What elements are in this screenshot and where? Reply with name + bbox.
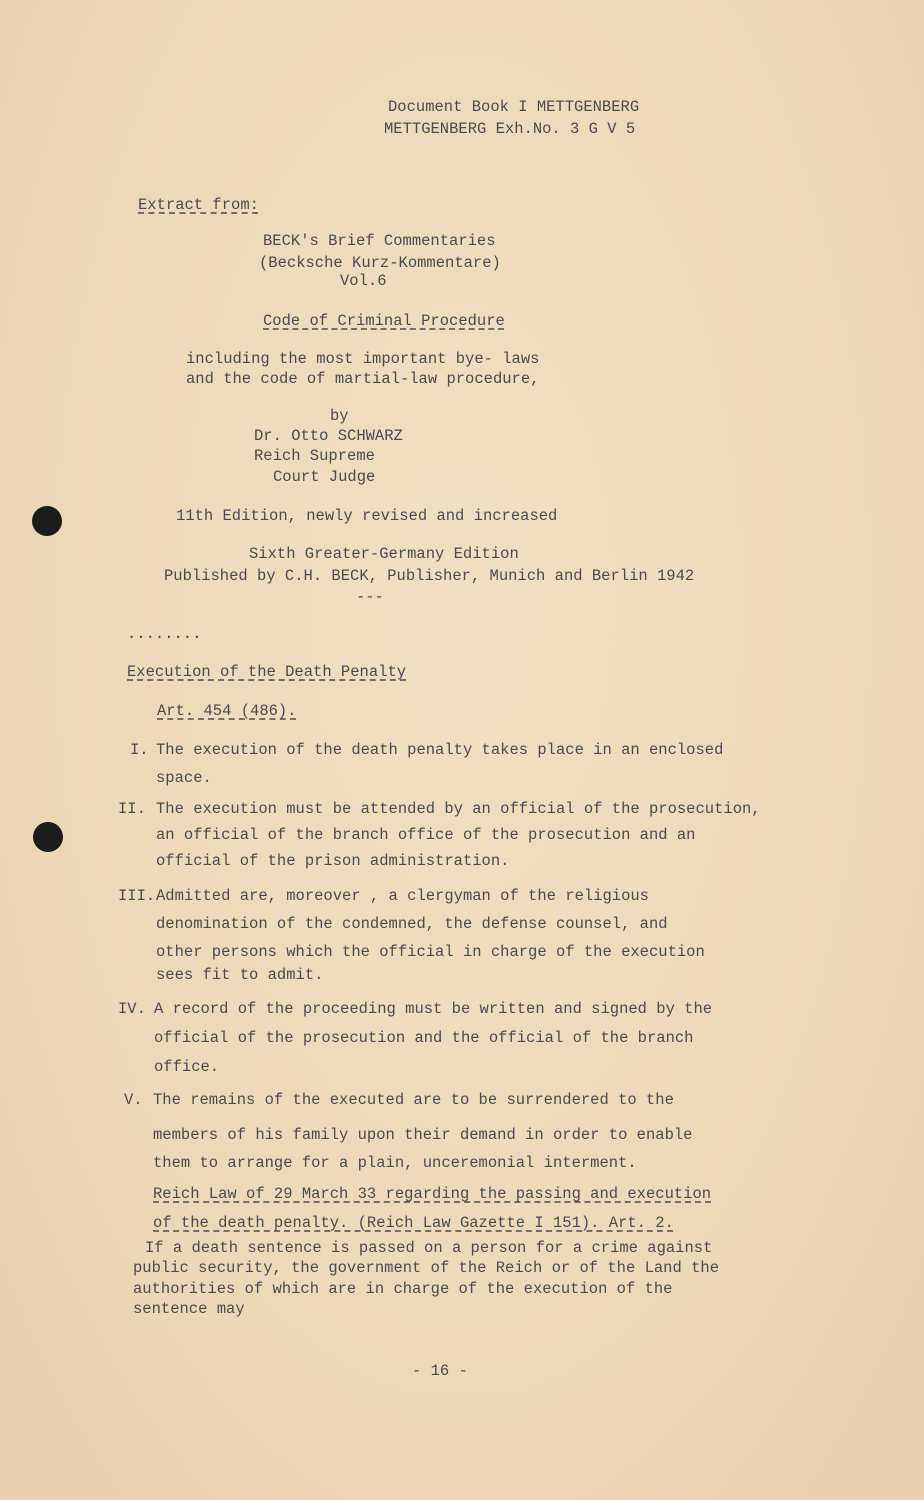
publisher-line: Published by C.H. BECK, Publisher, Munich and Berlin 1942: [164, 567, 695, 585]
volume: Vol.6: [340, 272, 387, 290]
item-line: The execution must be attended by an official of the prosecution,: [156, 800, 761, 818]
author-name: Dr. Otto SCHWARZ: [254, 427, 403, 445]
item-line: official of the prosecution and the official of the branch: [154, 1029, 694, 1047]
book-title-german: (Becksche Kurz-Kommentare): [259, 254, 501, 272]
article-number: Art. 454 (486).: [157, 702, 297, 720]
item-number: III.: [118, 887, 156, 905]
final-paragraph-line: public security, the government of the Reich or of the Land the: [133, 1259, 719, 1277]
page-number: - 16 -: [412, 1362, 468, 1380]
ellipsis-dots: ........: [127, 625, 202, 643]
item-line: sees fit to admit.: [156, 966, 324, 984]
final-paragraph-line: authorities of which are in charge of the execution of the: [133, 1280, 673, 1298]
item-number: II.: [118, 800, 146, 818]
item-line: denomination of the condemned, the defense counsel, and: [156, 915, 668, 933]
item-line: them to arrange for a plain, unceremonial interment.: [153, 1154, 637, 1172]
law-reference-1: Reich Law of 29 March 33 regarding the passing and execution: [153, 1185, 712, 1203]
section-heading: Execution of the Death Penalty: [127, 663, 407, 681]
item-line: Admitted are, moreover , a clergyman of the religious: [156, 887, 649, 905]
item-line: The remains of the executed are to be surrendered to the: [153, 1091, 674, 1109]
punch-hole: [32, 506, 62, 536]
item-number: IV.: [118, 1000, 146, 1018]
including-line-2: and the code of martial-law procedure,: [186, 370, 540, 388]
author-position-1: Reich Supreme: [254, 447, 375, 465]
by-label: by: [330, 407, 349, 425]
header-exhibit-no: METTGENBERG Exh.No. 3 G V 5: [384, 120, 636, 138]
punch-hole: [33, 822, 63, 852]
item-number: I.: [130, 741, 149, 759]
item-line: office.: [154, 1058, 220, 1076]
book-title: BECK's Brief Commentaries: [263, 232, 496, 250]
edition-line-2: Sixth Greater-Germany Edition: [249, 545, 519, 563]
item-line: The execution of the death penalty takes place in an enclosed: [156, 741, 724, 759]
code-title: Code of Criminal Procedure: [263, 312, 505, 330]
author-position-2: Court Judge: [273, 468, 376, 486]
law-reference-2: of the death penalty. (Reich Law Gazette I 151). Art. 2.: [153, 1214, 674, 1232]
final-paragraph-line: sentence may: [133, 1300, 245, 1318]
header-doc-book: Document Book I METTGENBERG: [388, 98, 640, 116]
item-line: space.: [156, 769, 212, 787]
extract-label: Extract from:: [138, 196, 259, 214]
edition-line: 11th Edition, newly revised and increased: [176, 507, 558, 525]
item-line: other persons which the official in charge of the execution: [156, 943, 705, 961]
item-line: official of the prison administration.: [156, 852, 510, 870]
item-line: A record of the proceeding must be written and signed by the: [154, 1000, 713, 1018]
item-line: members of his family upon their demand in order to enable: [153, 1126, 693, 1144]
item-number: V.: [124, 1091, 143, 1109]
separator-rule: ---: [356, 588, 384, 606]
item-line: an official of the branch office of the prosecution and an: [156, 826, 696, 844]
including-line-1: including the most important bye- laws: [186, 350, 540, 368]
final-paragraph-line: If a death sentence is passed on a person for a crime against: [145, 1239, 713, 1257]
